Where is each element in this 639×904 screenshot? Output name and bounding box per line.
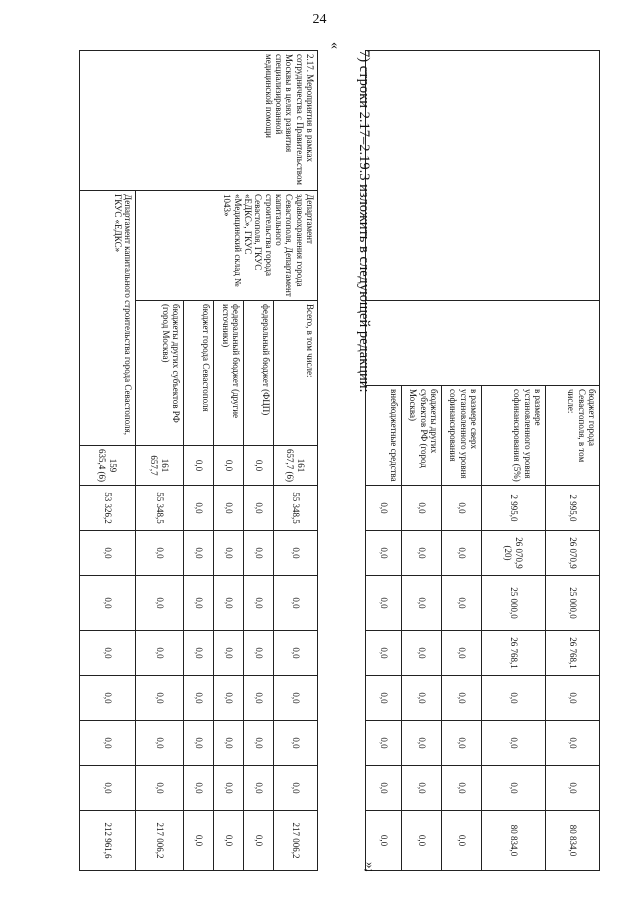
value-cell: 0,0 bbox=[80, 631, 136, 676]
value-cell: 26 070,9 bbox=[546, 531, 600, 576]
value-cell: 0,0 bbox=[366, 531, 402, 576]
value-cell: 161 657,7 bbox=[136, 446, 184, 486]
blank-cell bbox=[366, 51, 600, 301]
value-cell: 0,0 bbox=[184, 811, 214, 871]
value-cell: 0,0 bbox=[184, 766, 214, 811]
value-cell: 0,0 bbox=[402, 486, 442, 531]
value-cell: 0,0 bbox=[366, 721, 402, 766]
value-cell: 0,0 bbox=[366, 576, 402, 631]
value-cell: 0,0 bbox=[136, 576, 184, 631]
value-cell: 0,0 bbox=[402, 721, 442, 766]
value-cell: 0,0 bbox=[274, 766, 318, 811]
value-cell: 0,0 bbox=[546, 721, 600, 766]
value-cell: 217 006,2 bbox=[136, 811, 184, 871]
value-cell: 0,0 bbox=[80, 676, 136, 721]
row-label: в размере установленного уровня софинансирования (5%) bbox=[482, 386, 546, 486]
value-cell: 0,0 bbox=[244, 766, 274, 811]
value-cell: 0,0 bbox=[402, 676, 442, 721]
value-cell: 0,0 bbox=[402, 576, 442, 631]
table-row bbox=[274, 51, 318, 871]
row-label: бюджеты других субъектов РФ (город Москва) bbox=[402, 386, 442, 486]
value-cell: 0,0 bbox=[214, 811, 244, 871]
value-cell: 0,0 bbox=[214, 676, 244, 721]
value-cell: 0,0 bbox=[546, 766, 600, 811]
value-cell: 0,0 bbox=[80, 721, 136, 766]
value-cell: 55 348,5 bbox=[136, 486, 184, 531]
value-cell: 0,0 bbox=[214, 531, 244, 576]
value-cell: 0,0 bbox=[184, 676, 214, 721]
value-cell: 0,0 bbox=[244, 631, 274, 676]
value-cell: 0,0 bbox=[136, 531, 184, 576]
value-cell: 212 961,6 bbox=[80, 811, 136, 871]
value-cell: 0,0 bbox=[184, 446, 214, 486]
value-cell: 2 995,0 bbox=[546, 486, 600, 531]
section-heading: 7) строки 2.17–2.19.3 изложить в следующей редакции: bbox=[356, 50, 372, 393]
value-cell: 0,0 bbox=[366, 676, 402, 721]
value-cell: 0,0 bbox=[366, 811, 402, 871]
value-cell: 25 000,0 bbox=[482, 576, 546, 631]
table-row bbox=[546, 51, 600, 871]
value-cell: 0,0 bbox=[244, 811, 274, 871]
rotated-content bbox=[40, 40, 600, 880]
value-cell: 0,0 bbox=[214, 631, 244, 676]
value-cell: 26 768,1 bbox=[546, 631, 600, 676]
value-cell: 0,0 bbox=[482, 721, 546, 766]
value-cell: 0,0 bbox=[482, 676, 546, 721]
value-cell: 0,0 bbox=[136, 766, 184, 811]
value-cell: 0,0 bbox=[244, 446, 274, 486]
upper-table bbox=[365, 50, 600, 871]
value-cell: 0,0 bbox=[136, 721, 184, 766]
value-cell: 0,0 bbox=[214, 721, 244, 766]
value-cell: 0,0 bbox=[244, 576, 274, 631]
value-cell: 0,0 bbox=[442, 486, 482, 531]
value-cell: 217 006,2 bbox=[274, 811, 318, 871]
value-cell: 0,0 bbox=[366, 631, 402, 676]
opening-quote: « bbox=[327, 42, 342, 49]
value-cell: 0,0 bbox=[402, 811, 442, 871]
value-cell: 0,0 bbox=[402, 766, 442, 811]
value-cell: 0,0 bbox=[442, 811, 482, 871]
row-label: бюджеты других субъектов РФ (город Москва) bbox=[136, 301, 184, 446]
row-label: в размере сверх установленного уровня софинансирования bbox=[442, 386, 482, 486]
value-cell: 0,0 bbox=[442, 766, 482, 811]
value-cell: 0,0 bbox=[184, 631, 214, 676]
value-cell: 0,0 bbox=[244, 531, 274, 576]
value-cell: 0,0 bbox=[274, 676, 318, 721]
value-cell: 0,0 bbox=[136, 631, 184, 676]
row-label: федеральный бюджет (другие источники) bbox=[214, 301, 244, 446]
closing-mark: »; bbox=[363, 862, 378, 873]
value-cell: 0,0 bbox=[136, 676, 184, 721]
value-cell: 0,0 bbox=[214, 766, 244, 811]
value-cell: 0,0 bbox=[80, 766, 136, 811]
lower-table bbox=[79, 50, 318, 871]
value-cell: 2 995,0 bbox=[482, 486, 546, 531]
value-cell: 0,0 bbox=[546, 676, 600, 721]
value-cell: 0,0 bbox=[366, 486, 402, 531]
value-cell: 161 657,7 (6) bbox=[274, 446, 318, 486]
value-cell: 0,0 bbox=[214, 576, 244, 631]
row-label: бюджет города Севастополя, в том числе: bbox=[546, 386, 600, 486]
value-cell: 0,0 bbox=[366, 766, 402, 811]
value-cell: 0,0 bbox=[184, 721, 214, 766]
value-cell: 0,0 bbox=[244, 486, 274, 531]
row-label: внебюджетные средства bbox=[366, 386, 402, 486]
value-cell: 55 348,5 bbox=[274, 486, 318, 531]
value-cell: 0,0 bbox=[402, 631, 442, 676]
value-cell: 159 635,4 (6) bbox=[80, 446, 136, 486]
blank-cell bbox=[366, 301, 600, 386]
executors: Департамент здравоохранения города Севастополя, Департамент капитального строительства города Севастополя, ГКУС «ЕДКС», ГКУС «Медицинский склад № 1043» bbox=[136, 191, 318, 301]
value-cell: 26 070,9 (20) bbox=[482, 531, 546, 576]
value-cell: 0,0 bbox=[184, 531, 214, 576]
value-cell: 0,0 bbox=[442, 531, 482, 576]
value-cell: 0,0 bbox=[80, 531, 136, 576]
item-label: 2.17. Мероприятия в рамках сотрудничества с Правительством Москвы в целях развития специализированной медицинской помощи bbox=[80, 51, 318, 191]
value-cell: 0,0 bbox=[244, 721, 274, 766]
value-cell: 0,0 bbox=[274, 576, 318, 631]
value-cell: 80 834,0 bbox=[482, 811, 546, 871]
value-cell: 0,0 bbox=[184, 486, 214, 531]
value-cell: 0,0 bbox=[274, 531, 318, 576]
value-cell: 25 000,0 bbox=[546, 576, 600, 631]
page-number: 24 bbox=[312, 12, 327, 27]
value-cell: 0,0 bbox=[214, 446, 244, 486]
value-cell: 0,0 bbox=[442, 721, 482, 766]
value-cell: 26 768,1 bbox=[482, 631, 546, 676]
value-cell: 0,0 bbox=[184, 576, 214, 631]
value-cell: 53 326,2 bbox=[80, 486, 136, 531]
value-cell: 0,0 bbox=[274, 721, 318, 766]
row-label: Всего, в том числе: bbox=[274, 301, 318, 446]
value-cell: 0,0 bbox=[442, 576, 482, 631]
value-cell: 0,0 bbox=[482, 766, 546, 811]
value-cell: 0,0 bbox=[442, 631, 482, 676]
row-label: бюджет города Севастополя bbox=[184, 301, 214, 446]
executors-second: Департамент капитального строительства города Севастополя, ГКУС «ЕДКС» bbox=[80, 191, 136, 446]
value-cell: 0,0 bbox=[274, 631, 318, 676]
value-cell: 0,0 bbox=[442, 676, 482, 721]
value-cell: 0,0 bbox=[214, 486, 244, 531]
value-cell: 80 834,0 bbox=[546, 811, 600, 871]
value-cell: 0,0 bbox=[244, 676, 274, 721]
value-cell: 0,0 bbox=[402, 531, 442, 576]
row-label: федеральный бюджет (ФЦП) bbox=[244, 301, 274, 446]
value-cell: 0,0 bbox=[80, 576, 136, 631]
